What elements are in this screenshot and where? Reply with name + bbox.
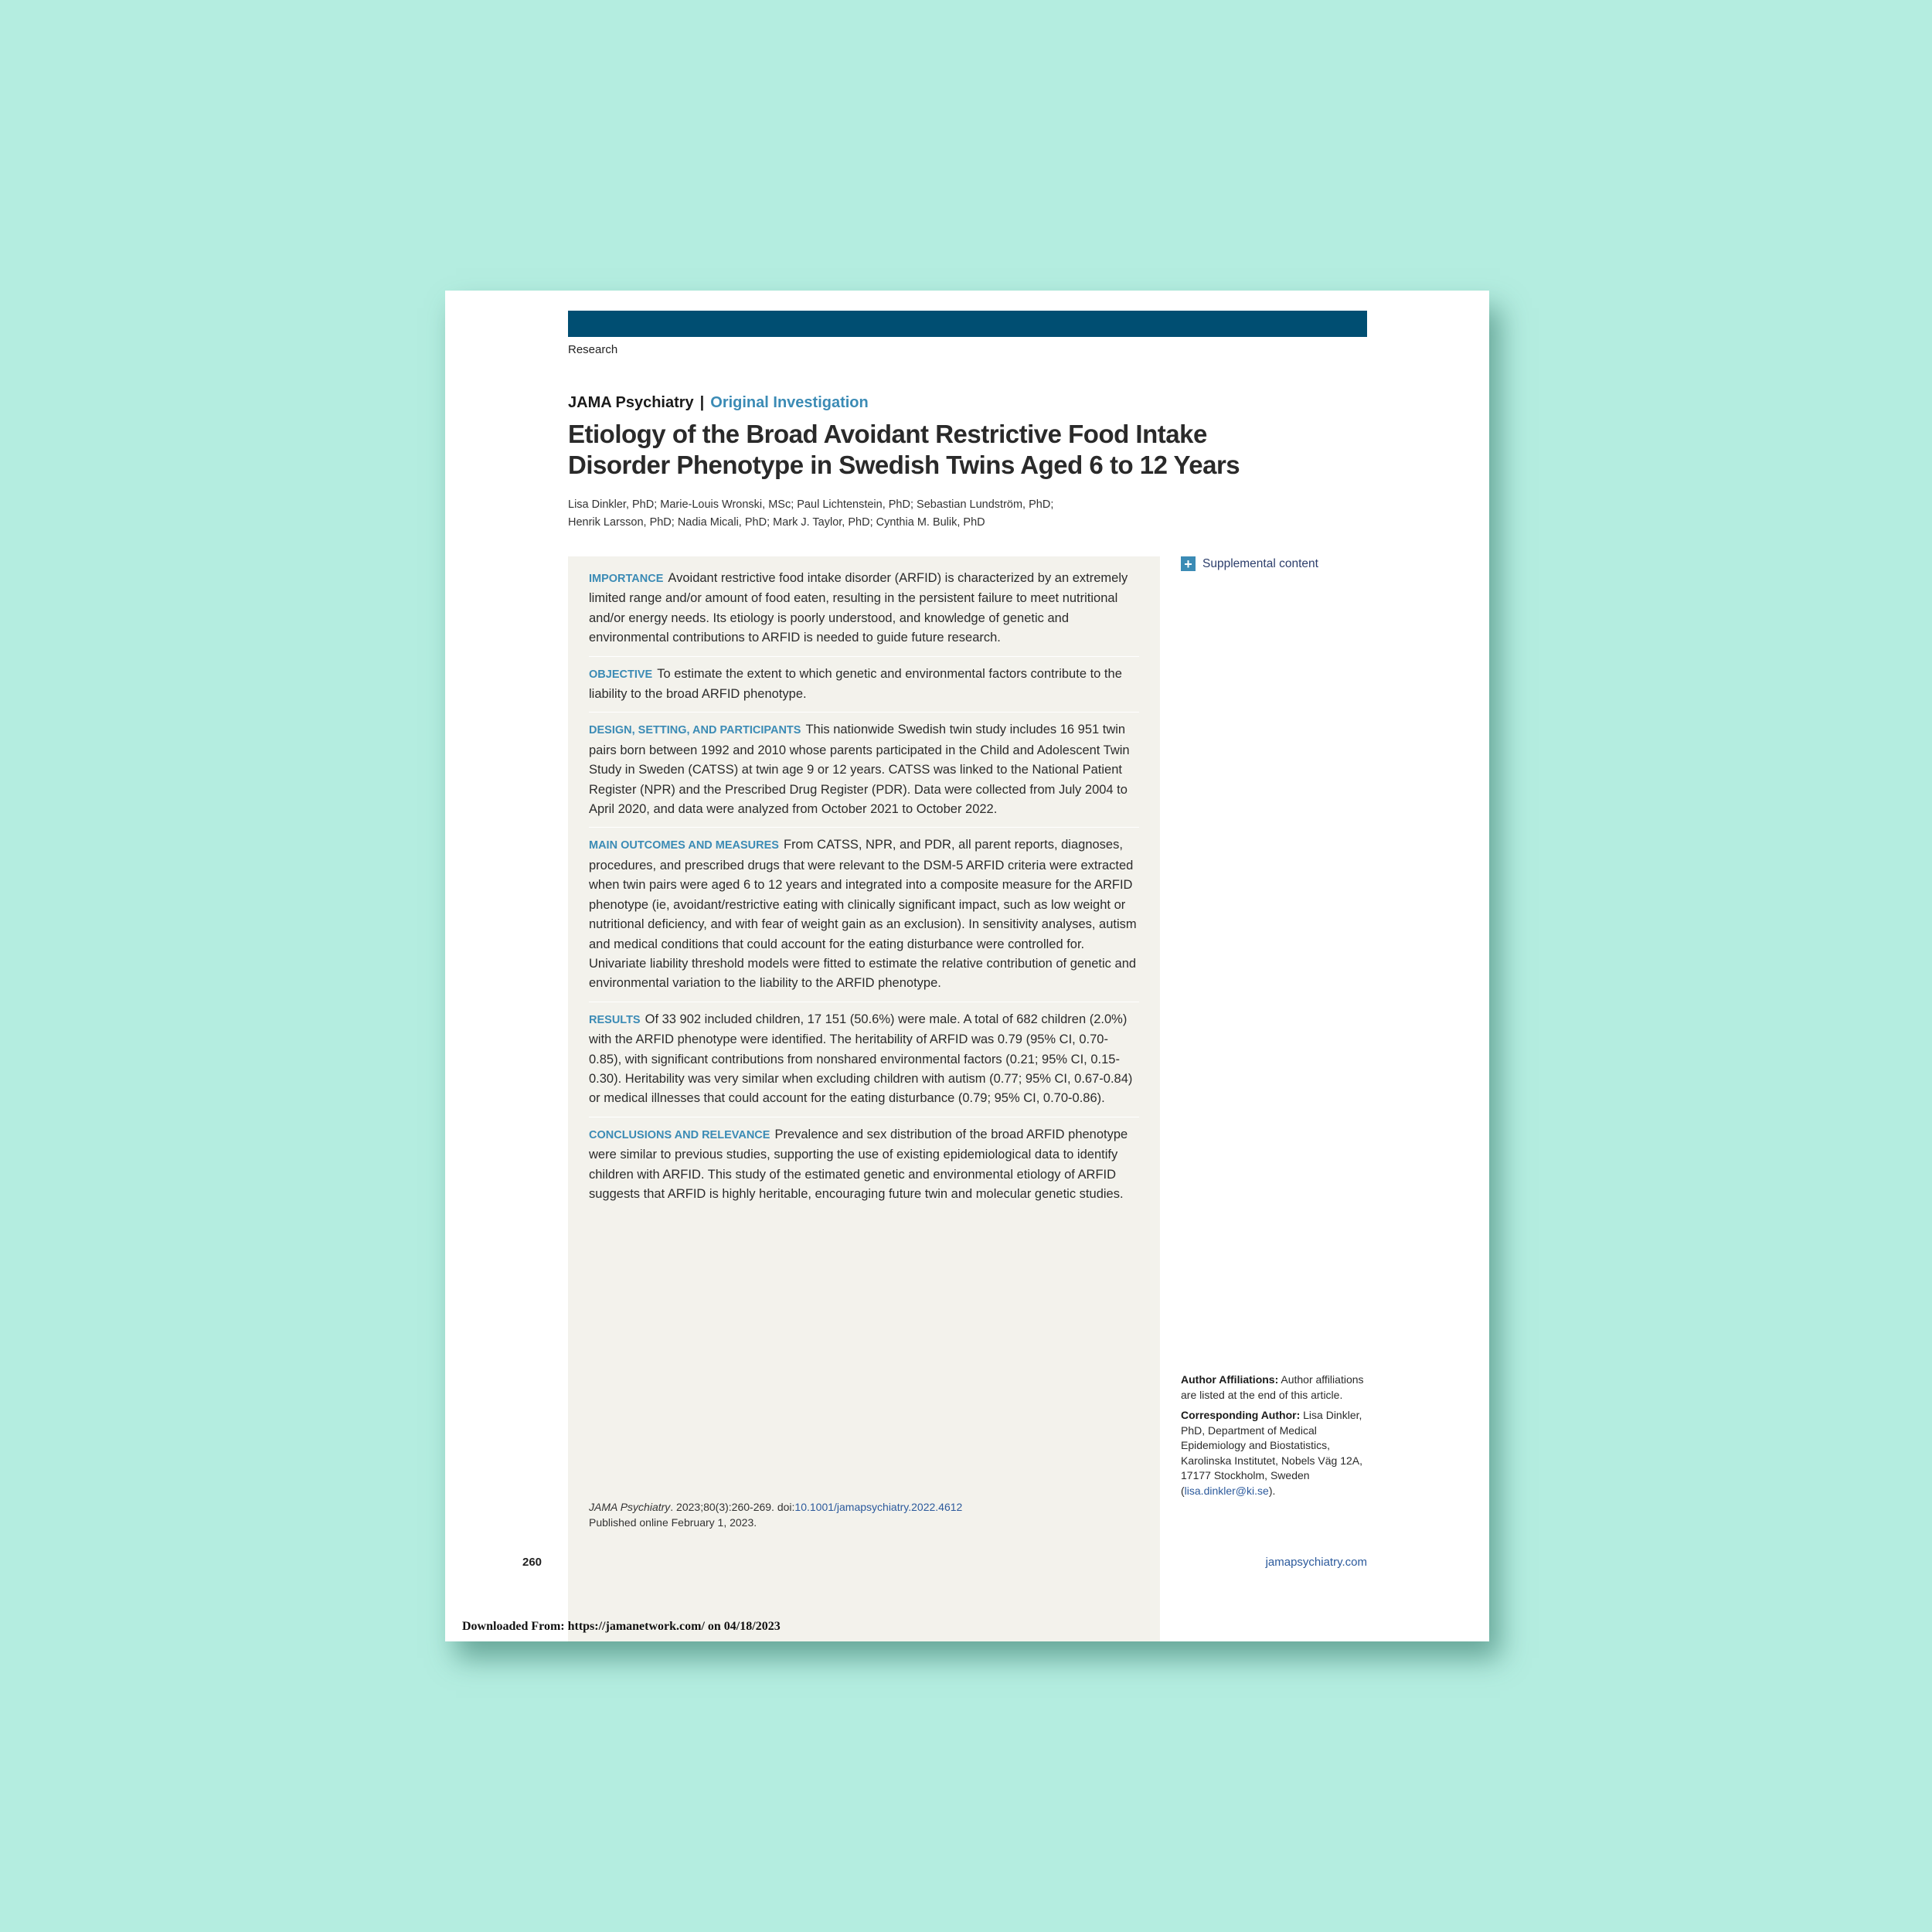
abstract-text: This nationwide Swedish twin study includes 16 951 twin pairs born between 1992 and 2010 whose parents participated in the Child and Adolescent Twin Study in Sweden (CATSS) at twin age 9 or 12 years. CATSS was linked to the National Patient Register (NPR) and the Prescribed Drug Register (PDR). Data were collected from July 2004 to April 2020, and data were analyzed from October 2021 to October 2022. <box>589 723 1130 817</box>
page-number: 260 <box>522 1556 543 1569</box>
abstract-section <box>589 1010 1139 1117</box>
abstract-text: Prevalence and sex distribution of the broad ARFID phenotype were similar to previous studies, supporting the use of existing epidemiological data to identify children with ARFID. This study of the estimated genetic and environmental etiology of ARFID suggests that ARFID is highly heritable, encouraging future twin and molecular genetic studies. <box>589 1127 1128 1201</box>
abstract-heading: IMPORTANCE <box>589 573 664 585</box>
supplemental-content-link[interactable] <box>1181 556 1318 571</box>
journal-brand-bar <box>568 311 1367 337</box>
journal-name: JAMA Psychiatry <box>568 394 694 411</box>
journal-separator: | <box>699 394 705 411</box>
published-date: Published online February 1, 2023. <box>589 1516 757 1529</box>
article-title: Etiology of the Broad Avoidant Restrictive Food Intake Disorder Phenotype in Swedish Twins Aged 6 to 12 Years <box>568 420 1240 479</box>
abstract-section <box>589 835 1139 1002</box>
affiliations-text: Author affiliations are listed at the end of this article. <box>1181 1373 1364 1401</box>
corresponding-author <box>1181 1408 1366 1498</box>
abstract-box <box>568 556 1160 1641</box>
author-line-1: Lisa Dinkler, PhD; Marie-Louis Wronski, MSc; Paul Lichtenstein, PhD; Sebastian Lundström, PhD; <box>568 498 1054 511</box>
abstract-section <box>589 720 1139 828</box>
abstract-section <box>589 665 1139 713</box>
abstract-text: Of 33 902 included children, 17 151 (50.6%) were male. A total of 682 children (2.0%) with the ARFID phenotype were identified. The heritability of ARFID was 0.79 (95% CI, 0.70-0.85), with significant contributions from nonshared environmental factors (0.21; 95% CI, 0.15-0.30). Heritability was very similar when excluding children with autism (0.77; 95% CI, 0.67-0.84) or medical illnesses that could account for the eating disturbance (0.79; 95% CI, 0.70-0.86). <box>589 1012 1133 1106</box>
citation-details: . 2023;80(3):260-269. doi: <box>670 1501 795 1513</box>
abstract-heading: MAIN OUTCOMES AND MEASURES <box>589 839 779 852</box>
citation-journal: JAMA Psychiatry <box>589 1501 671 1513</box>
corresponding-text: Lisa Dinkler, PhD, Department of Medical Epidemiology and Biostatistics, Karolinska Institutet, Nobels Väg 12A, 17177 Stockholm, Sweden ( <box>1181 1409 1363 1497</box>
corresponding-heading: Corresponding Author: <box>1181 1409 1301 1421</box>
author-line-2: Henrik Larsson, PhD; Nadia Micali, PhD; Mark J. Taylor, PhD; Cynthia M. Bulik, PhD <box>568 516 985 529</box>
abstract-section <box>589 1125 1139 1213</box>
citation-line <box>589 1499 962 1515</box>
supplemental-label: Supplemental content <box>1202 556 1318 570</box>
abstract-section <box>589 569 1139 657</box>
abstract-heading: RESULTS <box>589 1013 641 1026</box>
author-list <box>568 496 1155 532</box>
journal-line <box>568 394 869 412</box>
abstract-heading: DESIGN, SETTING, AND PARTICIPANTS <box>589 724 801 737</box>
author-affiliations <box>1181 1372 1366 1504</box>
article-page <box>445 291 1489 1641</box>
affiliations-note <box>1181 1372 1366 1403</box>
abstract-text: Avoidant restrictive food intake disorder (ARFID) is characterized by an extremely limited range and/or amount of food eaten, resulting in the persistent failure to meet nutritional and/or energy needs. Its etiology is poorly understood, and knowledge of genetic and environmental contributions to ARFID is needed to guide future research. <box>589 571 1128 645</box>
abstract-text: From CATSS, NPR, and PDR, all parent reports, diagnoses, procedures, and prescribed drugs that were relevant to the DSM-5 ARFID criteria were extracted when twin pairs were aged 6 to 12 years and integrated into a composite measure for the ARFID phenotype (ie, avoidant/restrictive eating with clinically significant impact, such as low weight or nutritional deficiency, and with fear of weight gain as an exclusion). In sensitivity analyses, autism and medical conditions that could account for the eating disturbance were controlled for. Univariate liability threshold models were fitted to estimate the relative contribution of genetic and environmental variation to the liability to the ARFID phenotype. <box>589 838 1137 991</box>
abstract-text: To estimate the extent to which genetic and environmental factors contribute to the liability to the broad ARFID phenotype. <box>589 666 1122 702</box>
journal-site-link[interactable]: jamapsychiatry.com <box>1265 1556 1367 1569</box>
plus-icon: + <box>1181 556 1196 571</box>
abstract-sections <box>589 569 1139 1219</box>
article-type[interactable]: Original Investigation <box>710 394 869 411</box>
citation <box>589 1499 962 1530</box>
corresponding-end: ). <box>1268 1484 1276 1497</box>
affiliations-heading: Author Affiliations: <box>1181 1373 1279 1386</box>
abstract-heading: OBJECTIVE <box>589 668 653 681</box>
section-label: Research <box>568 343 618 356</box>
abstract-heading: CONCLUSIONS AND RELEVANCE <box>589 1128 770 1141</box>
corresponding-email-link[interactable]: lisa.dinkler@ki.se <box>1184 1484 1269 1497</box>
download-note: Downloaded From: https://jamanetwork.com/ on 04/18/2023 <box>462 1620 781 1633</box>
citation-doi-link[interactable]: 10.1001/jamapsychiatry.2022.4612 <box>794 1501 963 1513</box>
